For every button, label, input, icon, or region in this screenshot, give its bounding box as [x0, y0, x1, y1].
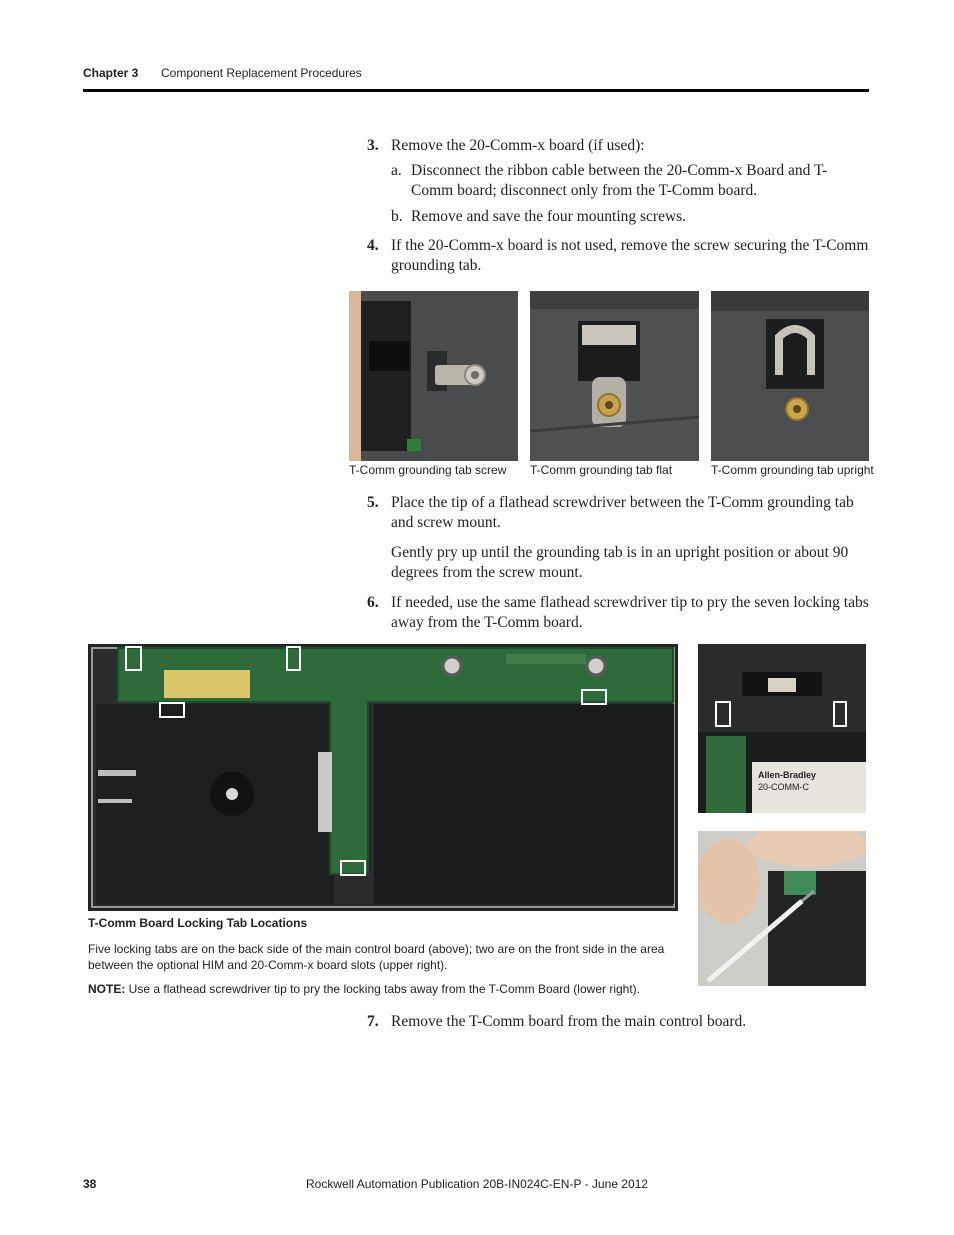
photo-grounding-tab-flat: [530, 291, 699, 461]
step-5: [367, 493, 872, 533]
main-control-board-image: [88, 644, 678, 911]
step-number: 4.: [367, 237, 379, 254]
substep-letter: b.: [391, 208, 403, 225]
photo-grounding-tab-screw: [349, 291, 518, 461]
step-text: If the 20-Comm-x board is not used, remove the screw securing the T-Comm grounding tab.: [391, 237, 869, 274]
photo-screwdriver-prying: [698, 831, 866, 986]
step-4: [367, 236, 872, 276]
step-number: 5.: [367, 494, 379, 511]
page-number: 38: [83, 1177, 97, 1191]
photo-grounding-tab-upright-image: [711, 291, 869, 461]
publication-info: Rockwell Automation Publication 20B-IN024C-EN-P - June 2012: [306, 1177, 648, 1191]
figure-description: Five locking tabs are on the back side of the main control board (above); two are on the front side in the area between the optional HIM and 20-Comm-x board slots (upper right).: [88, 942, 665, 972]
photo-grounding-tab-upright: [711, 291, 869, 461]
step-7: [367, 1012, 872, 1032]
label-brand: Allen-Bradley: [758, 770, 817, 780]
photo-main-control-board: [88, 644, 678, 911]
step-text: If needed, use the same flathead screwdriver tip to pry the seven locking tabs away from the T-Comm board.: [391, 594, 869, 631]
step-number: 7.: [367, 1013, 379, 1030]
screwdriver-prying-image: [698, 831, 866, 986]
step-6: [367, 593, 872, 633]
step-text: Remove the T-Comm board from the main control board.: [391, 1013, 747, 1030]
step-number: 6.: [367, 594, 379, 611]
chapter-label: Chapter 3: [83, 66, 139, 80]
substep-text: Disconnect the ribbon cable between the 20-Comm-x Board and T-Comm board; disconnect only from the T-Comm board.: [411, 162, 828, 199]
substep-letter: a.: [391, 162, 402, 179]
note-text: Use a flathead screwdriver tip to pry the locking tabs away from the T-Comm Board (lower right).: [125, 982, 640, 996]
note-label: NOTE:: [88, 982, 126, 996]
header-rule: [83, 89, 869, 92]
chapter-title: Component Replacement Procedures: [161, 66, 362, 80]
figure-title: T-Comm Board Locking Tab Locations: [88, 916, 308, 930]
caption-grounding-tab-flat: T-Comm grounding tab flat: [530, 463, 673, 477]
step-3a: [391, 161, 861, 201]
step-3b: [391, 207, 861, 227]
substep-text: Remove and save the four mounting screws.: [411, 208, 687, 225]
photo-grounding-tab-screw-image: [349, 291, 518, 461]
step-text: Remove the 20-Comm-x board (if used):: [391, 137, 645, 154]
step-text: Place the tip of a flathead screwdriver between the T-Comm grounding tab and screw mount.: [391, 494, 854, 531]
caption-grounding-tab-screw: T-Comm grounding tab screw: [349, 463, 507, 477]
photo-comm-board-slot: [698, 644, 866, 813]
step-5-detail: Gently pry up until the grounding tab is in an upright position or about 90 degrees from the screw mount.: [391, 544, 849, 581]
figure-note: [88, 981, 683, 997]
label-model: 20-COMM-C: [758, 782, 809, 792]
photo-grounding-tab-flat-image: [530, 291, 699, 461]
step-number: 3.: [367, 137, 379, 154]
step-3: [367, 136, 872, 156]
caption-grounding-tab-upright: T-Comm grounding tab upright: [711, 463, 874, 477]
